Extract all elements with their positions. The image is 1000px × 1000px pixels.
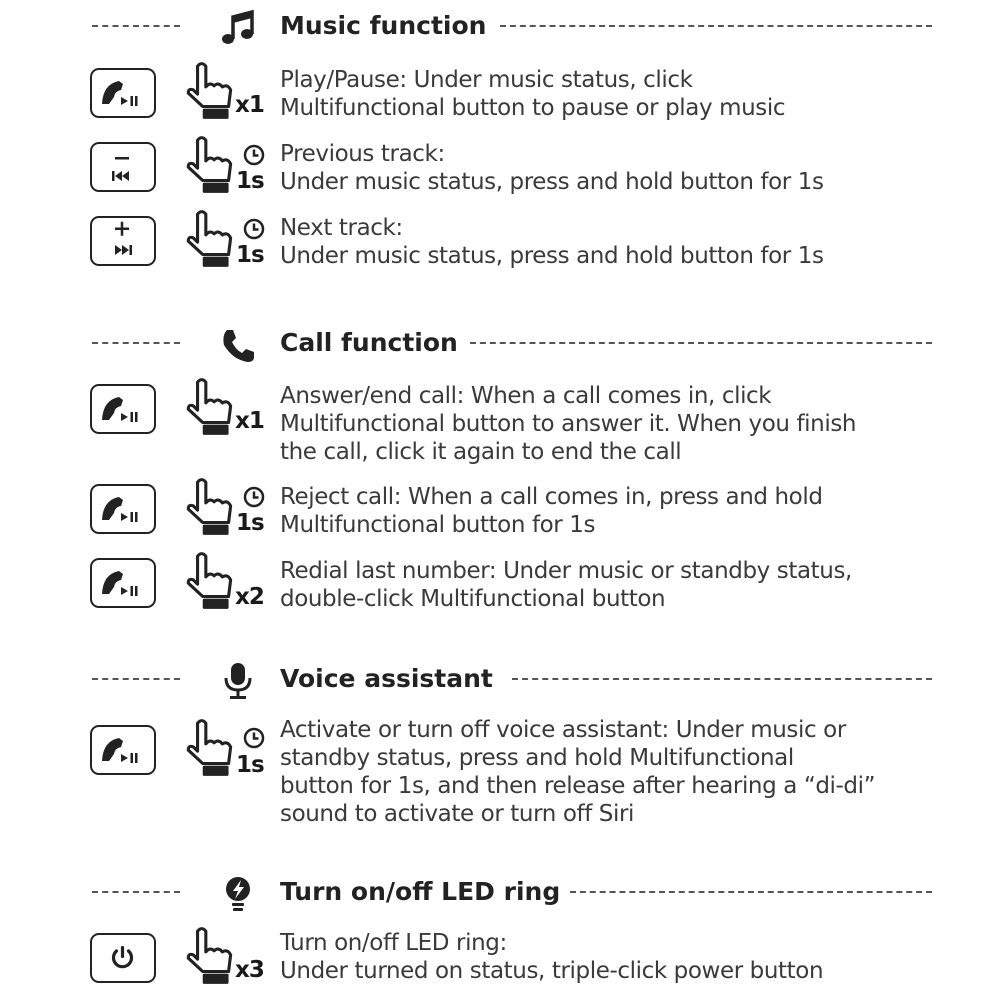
pointing-hand-icon xyxy=(180,717,242,779)
pointing-hand-icon xyxy=(180,376,242,438)
pointing-hand-icon xyxy=(180,925,242,987)
divider-left xyxy=(92,25,180,27)
phone-icon xyxy=(218,325,258,365)
divider-left xyxy=(92,678,180,680)
divider-right xyxy=(512,678,932,680)
hold-duration: 1s xyxy=(236,510,264,536)
section-header-voice xyxy=(0,657,1000,701)
clock-icon xyxy=(242,143,266,167)
clock-icon xyxy=(242,485,266,509)
multifunction-button-icon xyxy=(90,484,156,534)
click-count: x1 xyxy=(235,408,264,434)
clock-icon xyxy=(242,726,266,750)
volume-down-previous-button-icon xyxy=(90,142,156,192)
divider-left xyxy=(92,342,180,344)
click-count: x3 xyxy=(235,957,264,983)
multifunction-button-icon xyxy=(90,725,156,775)
power-button-icon xyxy=(90,933,156,983)
section-title: Turn on/off LED ring xyxy=(280,877,561,906)
led-bulb-icon xyxy=(218,874,258,914)
click-count: x2 xyxy=(235,584,264,610)
instruction-text: Answer/end call: When a call comes in, click Multifunctional button to answer it. When you finish the call, click it again to end the call xyxy=(280,383,857,465)
section-title: Voice assistant xyxy=(280,664,493,693)
divider-right xyxy=(470,342,932,344)
hold-duration: 1s xyxy=(236,242,264,268)
multifunction-button-icon xyxy=(90,68,156,118)
instruction-text: Activate or turn off voice assistant: Under music or standby status, press and hold Multifunctional button for 1s, and then release after hearing a “di-di” sound to activate or turn off Siri xyxy=(280,717,876,827)
instruction-text: Reject call: When a call comes in, press and hold Multifunctional button for 1s xyxy=(280,484,823,538)
click-count: x1 xyxy=(235,92,264,118)
instruction-text: Turn on/off LED ring: Under turned on status, triple-click power button xyxy=(280,930,824,984)
section-header-led xyxy=(0,870,1000,914)
pointing-hand-icon xyxy=(180,550,242,612)
hold-duration: 1s xyxy=(236,168,264,194)
section-title: Call function xyxy=(280,328,458,357)
divider-right xyxy=(500,25,932,27)
multifunction-button-icon xyxy=(90,558,156,608)
music-note-icon xyxy=(218,8,258,48)
volume-up-next-button-icon xyxy=(90,216,156,266)
divider-left xyxy=(92,891,180,893)
pointing-hand-icon xyxy=(180,208,242,270)
pointing-hand-icon xyxy=(180,476,242,538)
instruction-text: Play/Pause: Under music status, click Multifunctional button to pause or play music xyxy=(280,67,786,121)
section-title: Music function xyxy=(280,11,487,40)
instruction-text: Redial last number: Under music or standby status, double-click Multifunctional button xyxy=(280,558,852,612)
divider-right xyxy=(570,891,932,893)
section-header-call xyxy=(0,321,1000,365)
instruction-text: Previous track: Under music status, press and hold button for 1s xyxy=(280,141,824,195)
section-header-music xyxy=(0,4,1000,48)
pointing-hand-icon xyxy=(180,60,242,122)
clock-icon xyxy=(242,217,266,241)
microphone-icon xyxy=(218,661,258,701)
hold-duration: 1s xyxy=(236,752,264,778)
multifunction-button-icon xyxy=(90,384,156,434)
pointing-hand-icon xyxy=(180,134,242,196)
instruction-text: Next track: Under music status, press and hold button for 1s xyxy=(280,215,824,269)
